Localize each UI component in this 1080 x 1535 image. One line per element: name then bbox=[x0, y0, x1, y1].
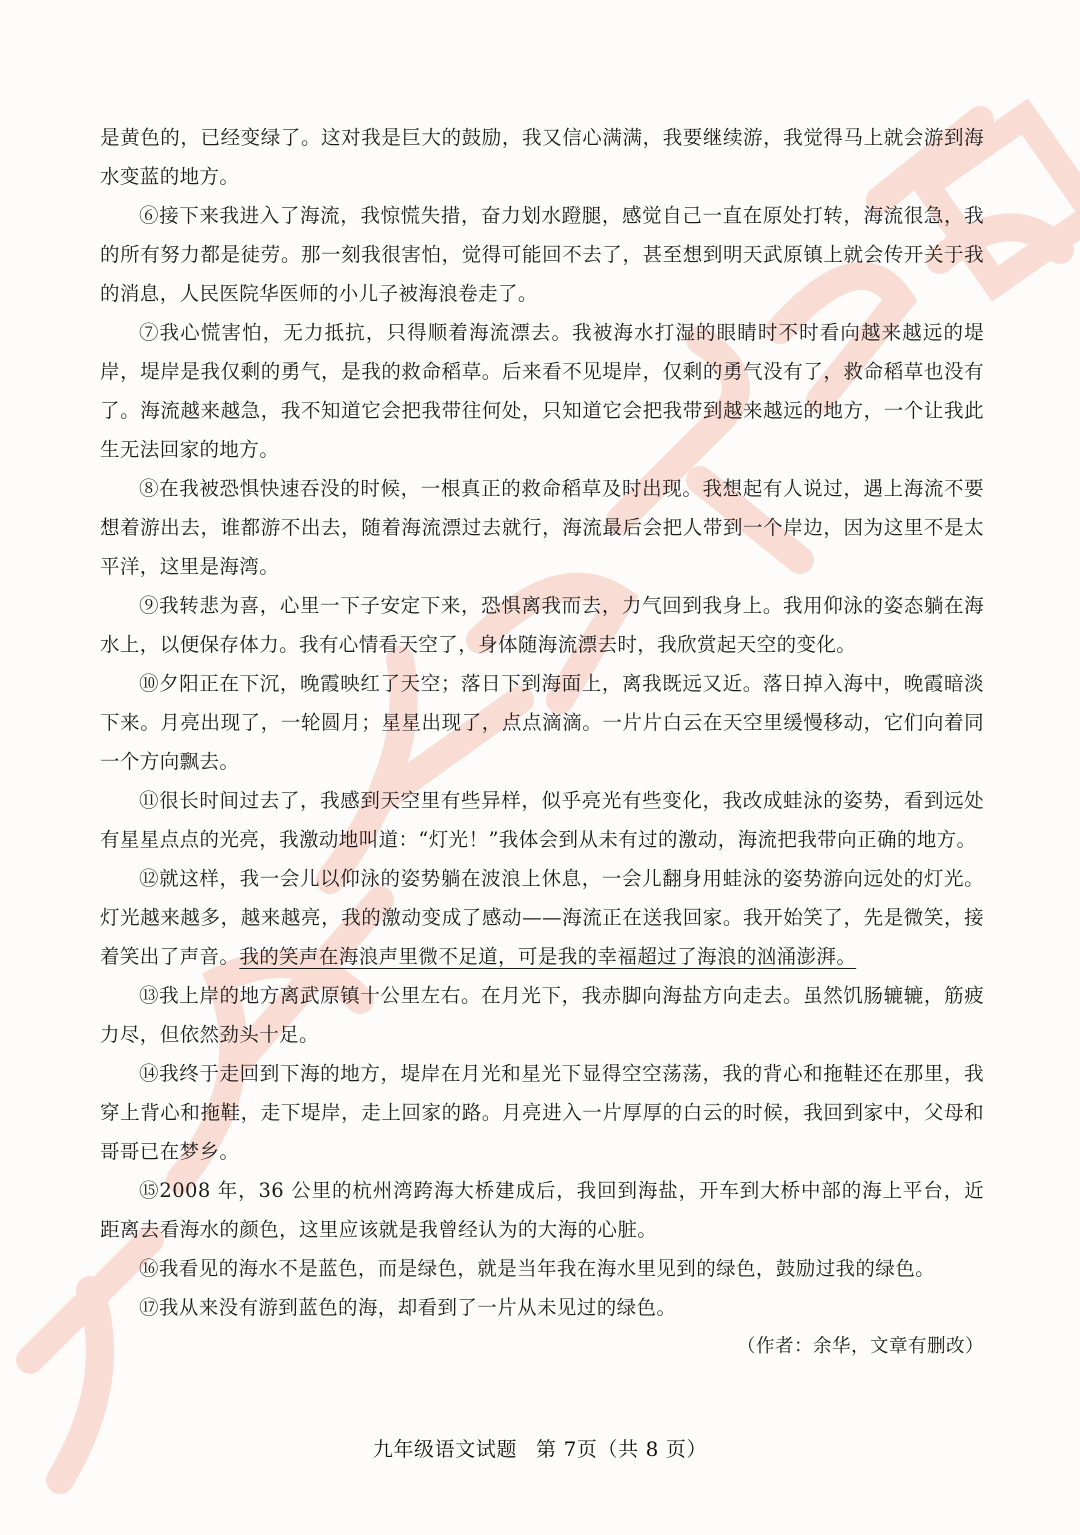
paragraph-10 bbox=[100, 664, 984, 781]
paragraph-text: 我上岸的地方离武原镇十公里左右。在月光下，我赤脚向海盐方向走去。虽然饥肠辘辘，筋疲力尽，但依然劲头十足。 bbox=[100, 984, 984, 1046]
paragraph-7 bbox=[100, 313, 984, 469]
page-number: 第 7页（共 8 页） bbox=[536, 1437, 708, 1461]
paragraph-14 bbox=[100, 1054, 984, 1171]
paragraph-number: ⑥ bbox=[139, 204, 160, 227]
paragraph-continued bbox=[100, 118, 984, 196]
paragraph-11 bbox=[100, 781, 984, 859]
paragraph-number: ⑫ bbox=[139, 867, 160, 890]
page-footer bbox=[0, 1433, 1080, 1462]
author-note: （作者：余华，文章有删改） bbox=[736, 1336, 984, 1357]
paragraph-number: ⑰ bbox=[139, 1296, 159, 1319]
paragraph-text: 我从来没有游到蓝色的海，却看到了一片从未见过的绿色。 bbox=[158, 1296, 677, 1319]
paragraph-text: 接下来我进入了海流，我惊慌失措，奋力划水蹬腿，感觉自己一直在原处打转，海流很急，我的所有努力都是徒劳。那一刻我很害怕，觉得可能回不去了，甚至想到明天武原镇上就会传开关于我的消息，人民医院华医师的小儿子被海浪卷走了。 bbox=[100, 204, 984, 305]
underlined-sentence: 我的笑声在海浪声里微不足道，可是我的幸福超过了海浪的汹涌澎湃。 bbox=[239, 945, 857, 968]
paragraph-number: ⑨ bbox=[139, 594, 160, 617]
paragraph-16 bbox=[100, 1249, 984, 1288]
paragraph-12 bbox=[100, 859, 984, 976]
paragraph-text: 就这样，我一会儿以仰泳的姿势躺在波浪上休息，一会儿翻身用蛙泳的姿势游向远处的灯光。灯光越来越多，越来越亮，我的激动变成了感动——海流正在送我回家。我开始笑了，先是微笑，接着笑出了声音。 bbox=[100, 867, 984, 968]
paragraph-text: 夕阳正在下沉，晚霞映红了天空；落日下到海面上，离我既远又近。落日掉入海中，晚霞暗淡下来。月亮出现了，一轮圆月；星星出现了，点点滴滴。一片片白云在天空里缓慢移动，它们向着同一个方向飘去。 bbox=[100, 672, 984, 773]
paragraph-number: ⑬ bbox=[139, 984, 160, 1007]
paragraph-text: 在我被恐惧快速吞没的时候，一根真正的救命稻草及时出现。我想起有人说过，遇上海流不要想着游出去，谁都游不出去，随着海流漂过去就行，海流最后会把人带到一个岸边，因为这里不是太平洋，这里是海湾。 bbox=[100, 477, 984, 578]
paragraph-8 bbox=[100, 469, 984, 586]
paragraph-13 bbox=[100, 976, 984, 1054]
paragraph-number: ⑧ bbox=[139, 477, 160, 500]
paragraph-9 bbox=[100, 586, 984, 664]
paragraph-text: 我看见的海水不是蓝色，而是绿色，就是当年我在海水里见到的绿色，鼓励过我的绿色。 bbox=[158, 1257, 936, 1280]
paragraph-text: 很长时间过去了，我感到天空里有些异样，似乎亮光有些变化，我改成蛙泳的姿势，看到远处有星星点点的光亮，我激动地叫道：“灯光！”我体会到从未有过的激动，海流把我带向正确的地方。 bbox=[100, 789, 984, 851]
paragraph-6 bbox=[100, 196, 984, 313]
paragraph-text: 我心慌害怕，无力抵抗，只得顺着海流漂去。我被海水打湿的眼睛时不时看向越来越远的堤岸，堤岸是我仅剩的勇气，是我的救命稻草。后来看不见堤岸，仅剩的勇气没有了，救命稻草也没有了。海流越来越急，我不知道它会把我带往何处，只知道它会把我带到越来越远的地方，一个让我此生无法回家的地方。 bbox=[100, 321, 984, 461]
paragraph-text: 我转悲为喜，心里一下子安定下来，恐惧离我而去，力气回到我身上。我用仰泳的姿态躺在海水上，以便保存体力。我有心情看天空了，身体随海流漂去时，我欣赏起天空的变化。 bbox=[100, 594, 984, 656]
paragraph-number: ⑯ bbox=[139, 1257, 159, 1280]
article-body bbox=[100, 118, 984, 1367]
paragraph-number: ⑪ bbox=[139, 789, 160, 812]
paragraph-text: 我终于走回到下海的地方，堤岸在月光和星光下显得空空荡荡，我的背心和拖鞋还在那里，我穿上背心和拖鞋，走下堤岸，走上回家的路。月亮进入一片厚厚的白云的时候，我回到家中，父母和哥哥已在梦乡。 bbox=[100, 1062, 984, 1163]
paragraph-number: ⑦ bbox=[139, 321, 160, 344]
paragraph-number: ⑭ bbox=[139, 1062, 160, 1085]
paragraph-17 bbox=[100, 1288, 984, 1327]
author-row bbox=[100, 1327, 984, 1367]
paragraph-text: 2008 年，36 公里的杭州湾跨海大桥建成后，我回到海盐，开车到大桥中部的海上平台，近距离去看海水的颜色，这里应该就是我曾经认为的大海的心脏。 bbox=[100, 1179, 985, 1241]
paragraph-15 bbox=[100, 1171, 984, 1249]
paragraph-number: ⑩ bbox=[139, 672, 160, 695]
paragraph-text: 是黄色的，已经变绿了。这对我是巨大的鼓励，我又信心满满，我要继续游，我觉得马上就会游到海水变蓝的地方。 bbox=[100, 126, 984, 188]
paragraph-number: ⑮ bbox=[139, 1179, 160, 1202]
exam-title: 九年级语文试题 bbox=[372, 1437, 518, 1461]
